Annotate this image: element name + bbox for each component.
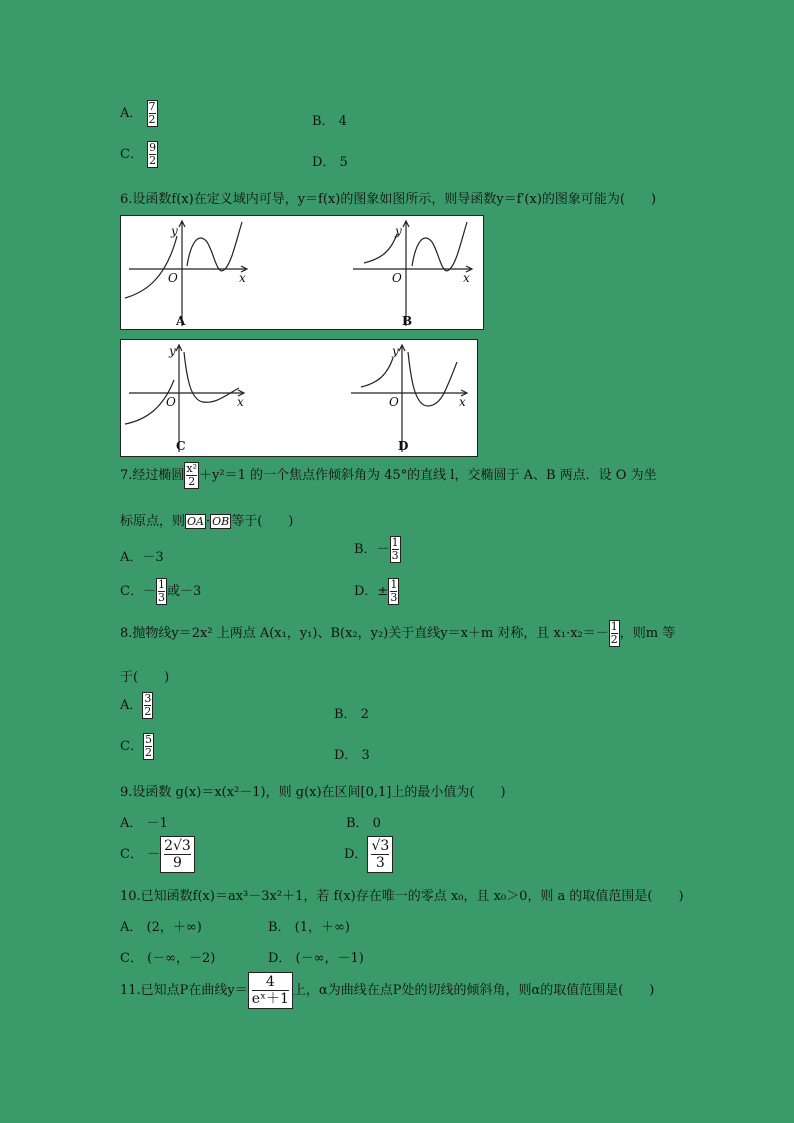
q7-option-a: A．－3 xyxy=(120,550,164,565)
q10-option-b: B． (1，＋∞) xyxy=(268,920,350,935)
q5-option-c: C． $\frac{9}{2}$ xyxy=(120,141,157,167)
q5-option-b: B． 4 xyxy=(312,114,347,129)
fraction: $\frac{5}{2}$ xyxy=(144,733,152,759)
fraction: $\frac{9}{2}$ xyxy=(149,141,157,167)
q9-option-b: B． 0 xyxy=(346,816,381,831)
q7-option-c: C．－ $\frac{1}{3}$ 或－3 xyxy=(120,578,202,604)
q10-option-c: C． (－∞，－2) xyxy=(120,951,216,966)
q9-option-d: D． $\frac{√3}{3}$ xyxy=(344,836,393,873)
q8-option-c: C． $\frac{5}{2}$ xyxy=(120,733,152,759)
q8-option-d: D． 3 xyxy=(334,748,370,763)
q5-option-d: D． 5 xyxy=(312,155,348,170)
q8-option-b: B． 2 xyxy=(334,707,369,722)
q10-stem: 10.已知函数f(x)＝ax³－3x²＋1，若 f(x)存在唯一的零点 x₀，且 x₀＞0，则 a 的取值范围是( ) xyxy=(120,889,684,904)
fraction: $\frac{7}{2}$ xyxy=(148,100,156,126)
graph-panel-ab: y x O y x O A B xyxy=(120,215,484,330)
graph-label-c: C xyxy=(176,439,186,453)
graph-label-b: B xyxy=(402,314,413,328)
graph-label-a: A xyxy=(176,314,186,328)
q7-option-d: D．± $\frac{1}{3}$ xyxy=(354,578,398,604)
fraction: $\frac{1}{3}$ xyxy=(391,536,399,562)
fraction: $\frac{\text{x²}}{2}$ xyxy=(186,462,198,488)
fraction: $\frac{1}{3}$ xyxy=(157,578,165,604)
fraction: $\frac{2√3}{9}$ xyxy=(160,836,195,873)
vector-oa: OA xyxy=(187,515,204,528)
q10-option-a: A． (2，＋∞) xyxy=(120,920,202,935)
q9-option-c: C． － $\frac{2√3}{9}$ xyxy=(120,836,195,873)
fraction: $\frac{3}{2}$ xyxy=(144,692,152,718)
q6-stem: 6.设函数f(x)在定义域内可导，y＝f(x)的图象如图所示，则导函数y＝f′(x)的图象可能为( ) xyxy=(120,192,657,207)
graph-label-d: D xyxy=(398,439,409,453)
graph-panel-cd: y x O y x O C D xyxy=(120,339,478,457)
q8-stem-line1: 8.抛物线y＝2x² 上两点 A(x₁，y₁)、B(x₂，y₂)关于直线y＝x＋m 对称，且 x₁·x₂＝－ $\frac{1}{2}$ ，则m 等 xyxy=(120,620,676,646)
q7-stem-line2: 标原点，则 OA · OB 等于( ) xyxy=(120,514,294,529)
q7-option-b: B．－ $\frac{1}{3}$ xyxy=(354,536,399,562)
q8-option-a: A． $\frac{3}{2}$ xyxy=(120,692,152,718)
q9-stem: 9.设函数 g(x)＝x(x²－1)，则 g(x)在区间[0,1]上的最小值为( ) xyxy=(120,785,506,800)
q7-stem-line1: 7.经过椭圆 $\frac{\text{x²}}{2}$ ＋y²＝1 的一个焦点作倾斜角为 45°的直线 l，交椭圆于 A、B 两点．设 O 为坐 xyxy=(120,462,657,488)
fraction: $\frac{1}{2}$ xyxy=(610,620,618,646)
fraction: $\frac{1}{3}$ xyxy=(390,578,398,604)
q8-stem-line2: 于( ) xyxy=(120,670,170,685)
q5-option-a: A． $\frac{7}{2}$ xyxy=(120,100,156,126)
fraction: $\frac{√3}{3}$ xyxy=(367,836,393,873)
vector-ob: OB xyxy=(212,515,230,528)
q11-stem: 11.已知点P在曲线y＝ $\frac{4}{\text{eˣ＋1}}$ 上，α为曲线在点P处的切线的倾斜角，则α的取值范围是( ) xyxy=(120,974,655,1007)
q10-option-d: D． (－∞，－1) xyxy=(268,951,364,966)
fraction: $\frac{4}{\text{eˣ＋1}}$ xyxy=(248,972,293,1009)
q9-option-a: A． －1 xyxy=(120,816,168,831)
